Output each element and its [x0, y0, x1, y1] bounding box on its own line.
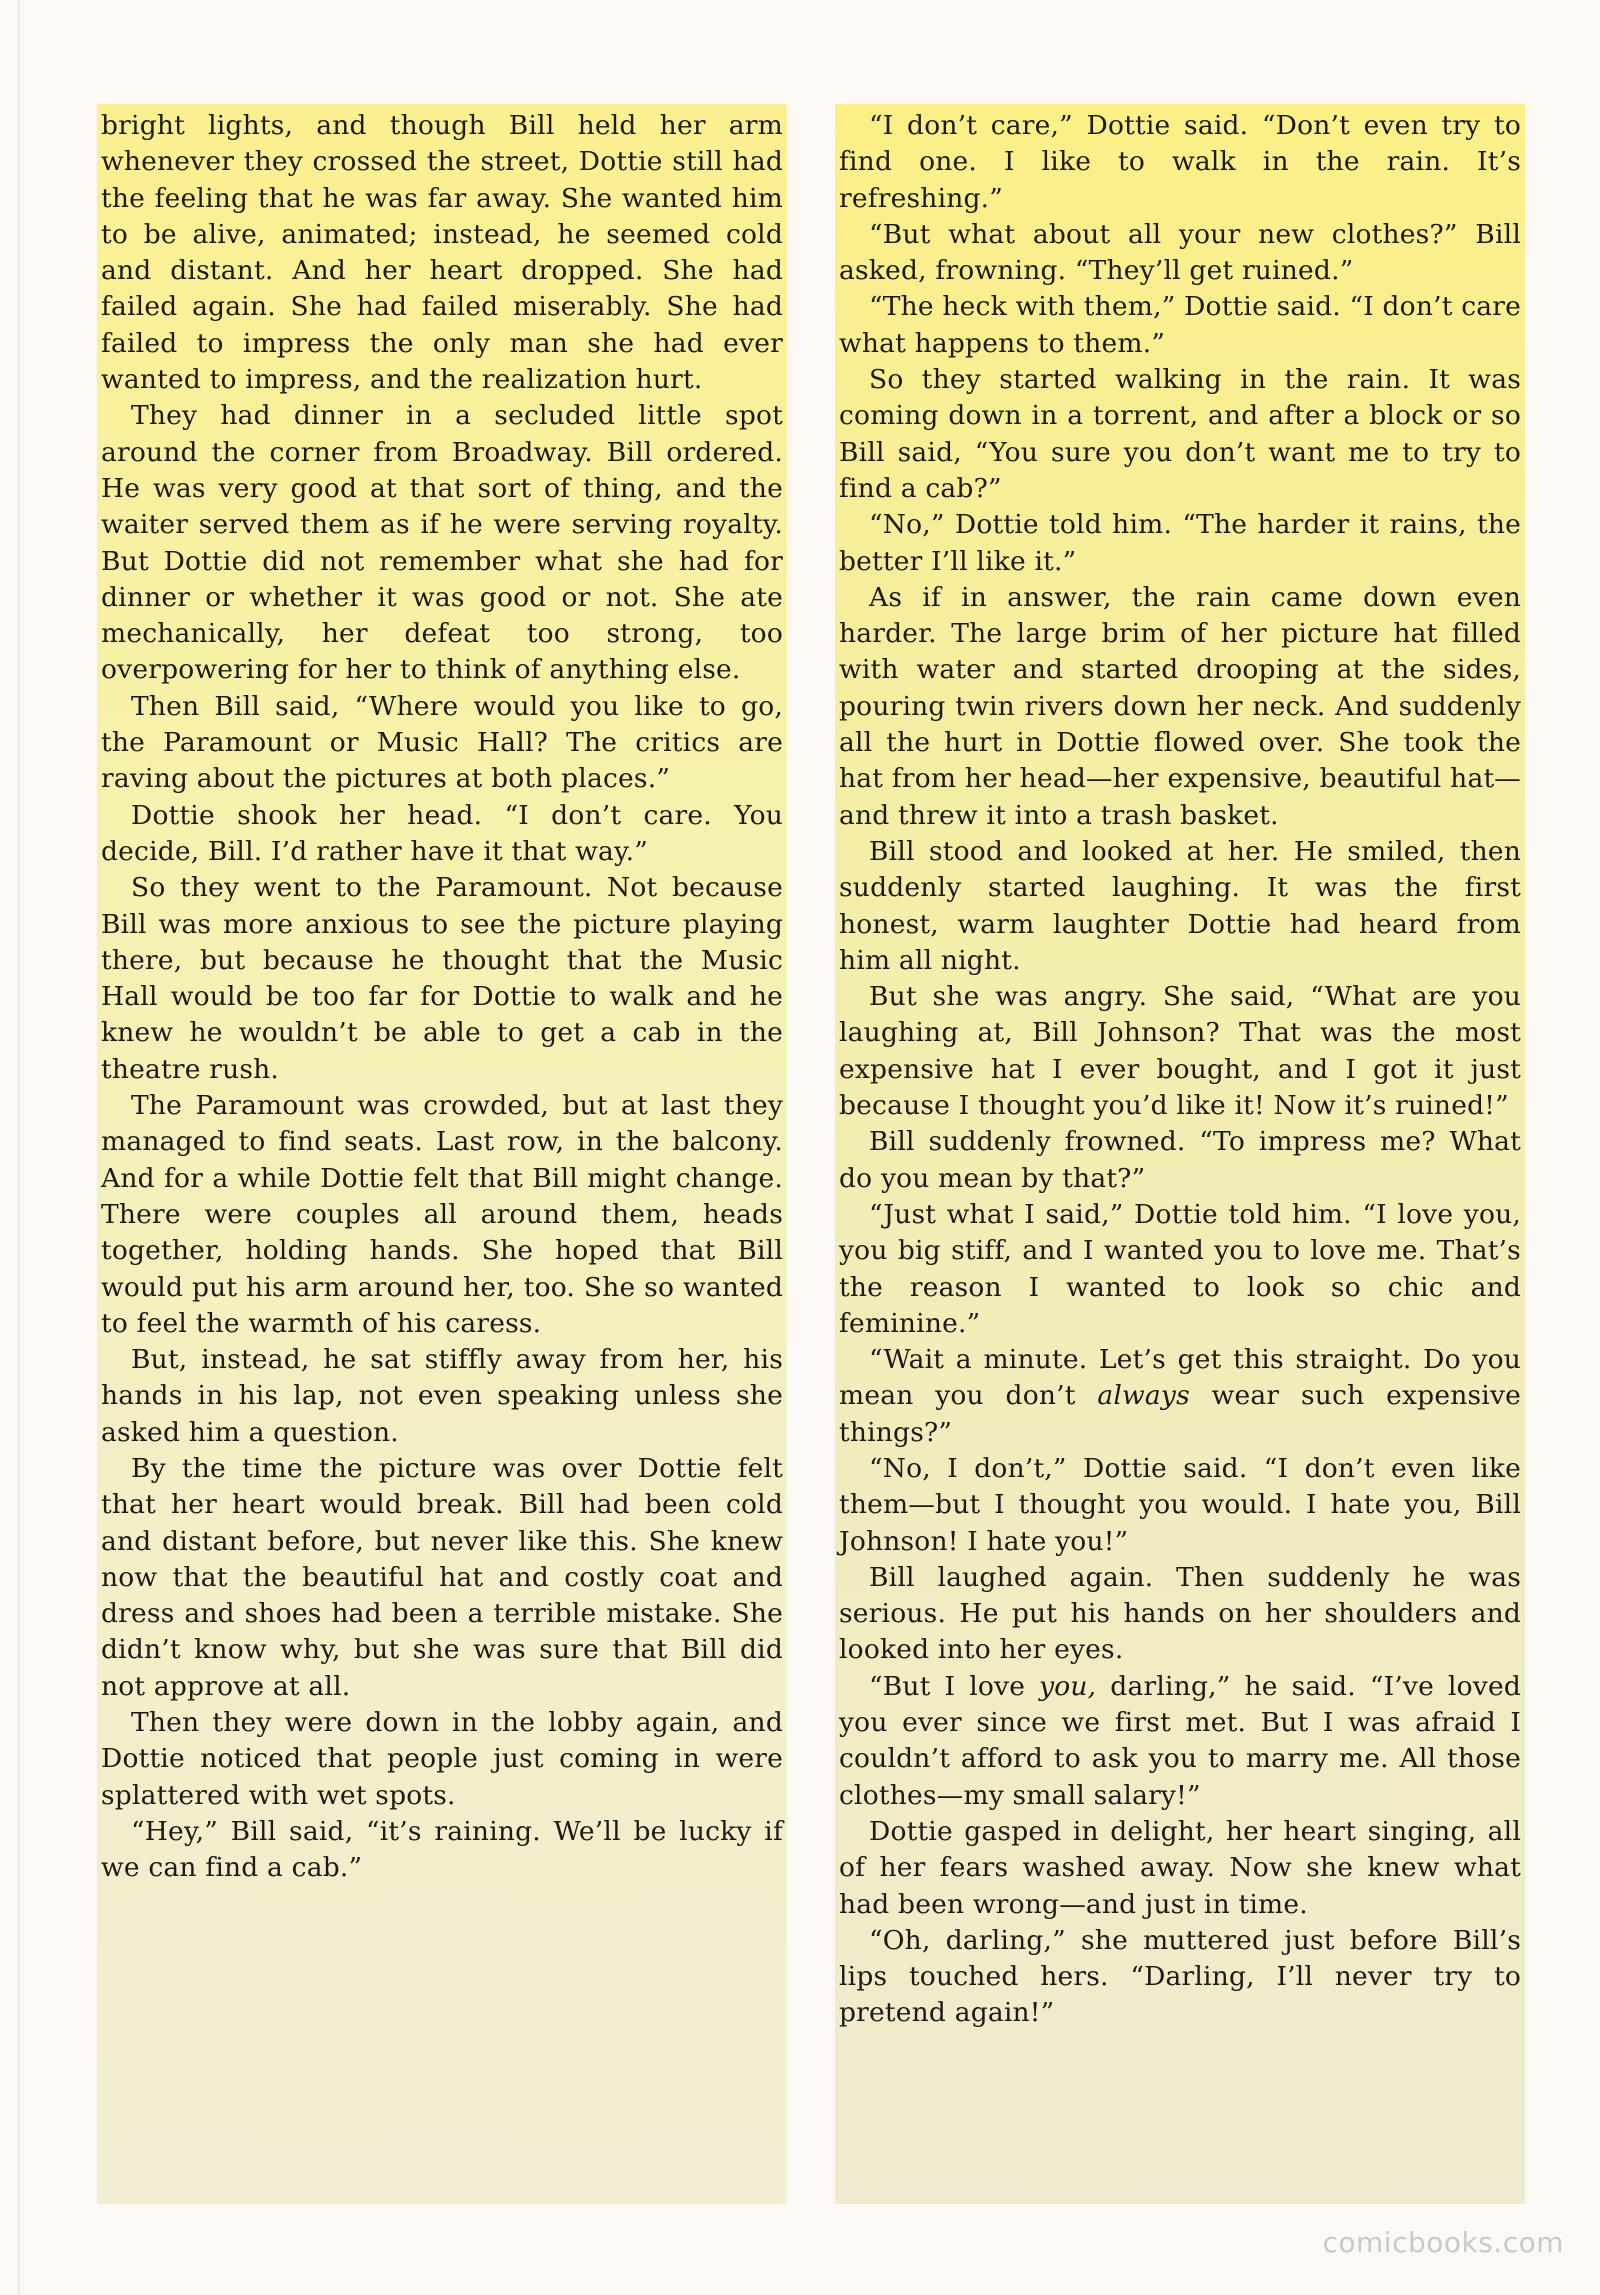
paragraph: By the time the picture was over Dottie felt that her heart would break. Bill had been cold and distant before, but never like this. She knew now that the beautiful hat and costly coat and dress and shoes had been a terrible mistake. She didn’t know why, but she was sure that Bill did not approve at all.	[101, 1452, 783, 1702]
paragraph: “Just what I said,” Dottie told him. “I love you, you big stiff, and I wanted you to love me. That’s the reason I wanted to look so chic and feminine.”	[839, 1198, 1521, 1339]
paragraph: But she was angry. She said, “What are you laughing at, Bill Johnson? That was the most expensive hat I ever bought, and I got it just because I thought you’d like it! Now it’s ruined!”	[839, 981, 1521, 1122]
paragraph: So they went to the Paramount. Not because Bill was more anxious to see the picture playing there, but because he thought that the Music Hall would be too far for Dottie to walk and he knew he wouldn’t be able to get a cab in the theatre rush.	[101, 872, 783, 1085]
right-text-column	[835, 104, 1525, 2204]
paragraph: But, instead, he sat stiffly away from her, his hands in his lap, not even speaking unless she asked him a question.	[101, 1344, 783, 1448]
paragraph: They had dinner in a secluded little spot around the corner from Broadway. Bill ordered. He was very good at that sort of thing, and the waiter served them as if he were serving royalty. But Dottie did not remember what she had for dinner or whether it was good or not. She ate mechanically, her defeat too strong, too overpowering for her to think of anything else.	[101, 400, 783, 686]
paragraph: “Oh, darling,” she muttered just before Bill’s lips touched hers. “Darling, I’ll never try to pretend again!”	[839, 1924, 1521, 2029]
paragraph: As if in answer, the rain came down even harder. The large brim of her picture hat filled with water and started drooping at the sides, pouring twin rivers down her neck. And suddenly all the hurt in Dottie flowed over. She took the hat from her head—her expensive, beautiful hat—and threw it into a trash basket.	[839, 581, 1521, 831]
paragraph: Dottie gasped in delight, her heart singing, all of her fears washed away. Now she knew what had been wrong—and just in time.	[839, 1815, 1521, 1920]
paragraph: “No, I don’t,” Dottie said. “I don’t even like them—but I thought you would. I hate you, Bill Johnson! I hate you!”	[839, 1452, 1521, 1557]
paragraph: Then Bill said, “Where would you like to go, the Paramount or Music Hall? The critics are raving about the pictures at both places.”	[101, 690, 783, 795]
paragraph: Then they were down in the lobby again, and Dottie noticed that people just coming in were splattered with wet spots.	[101, 1707, 783, 1811]
paragraph: “The heck with them,” Dottie said. “I don’t care what happens to them.”	[839, 291, 1521, 359]
paragraph: Bill stood and looked at her. He smiled, then suddenly started laughing. It was the first honest, warm laughter Dottie had heard from him all night.	[839, 835, 1521, 976]
paragraph: Bill suddenly frowned. “To impress me? What do you mean by that?”	[839, 1126, 1521, 1194]
paragraph: “I don’t care,” Dottie said. “Don’t even try to find one. I like to walk in the rain. It’s refreshing.”	[839, 110, 1521, 214]
site-watermark: comicbooks.com	[1322, 2226, 1564, 2259]
paragraph: “No,” Dottie told him. “The harder it rains, the better I’ll like it.”	[839, 509, 1521, 577]
paragraph: The Paramount was crowded, but at last they managed to find seats. Last row, in the balcony. And for a while Dottie felt that Bill might change. There were couples all around them, heads together, holding hands. She hoped that Bill would put his arm around her, too. She so wanted to feel the warmth of his caress.	[101, 1090, 783, 1339]
paragraph: Dottie shook her head. “I don’t care. You decide, Bill. I’d rather have it that way.”	[101, 799, 783, 867]
paragraph: “Hey,” Bill said, “it’s raining. We’ll be lucky if we can find a cab.”	[101, 1815, 783, 1884]
left-text-column	[97, 104, 787, 2204]
paragraph: bright lights, and though Bill held her arm whenever they crossed the street, Dottie still had the feeling that he was far away. She wanted him to be alive, animated; instead, he seemed cold and distant. And her heart dropped. She had failed again. She had failed miserably. She had failed to impress the only man she had ever wanted to impress, and the realization hurt.	[101, 110, 783, 396]
paragraph: “But I love you, darling,” he said. “I’ve loved you ever since we first met. But I was afraid I couldn’t afford to ask you to marry me. All those clothes—my small salary!”	[839, 1670, 1521, 1811]
paragraph: “Wait a minute. Let’s get this straight. Do you mean you don’t always wear such expensive things?”	[839, 1344, 1521, 1448]
paragraph: So they started walking in the rain. It was coming down in a torrent, and after a block or so Bill said, “You sure you don’t want me to try to find a cab?”	[839, 364, 1521, 504]
paragraph: “But what about all your new clothes?” Bill asked, frowning. “They’ll get ruined.”	[839, 218, 1521, 287]
paragraph: Bill laughed again. Then suddenly he was serious. He put his hands on her shoulders and looked into her eyes.	[839, 1561, 1521, 1666]
page-edge-line	[18, 0, 20, 2295]
